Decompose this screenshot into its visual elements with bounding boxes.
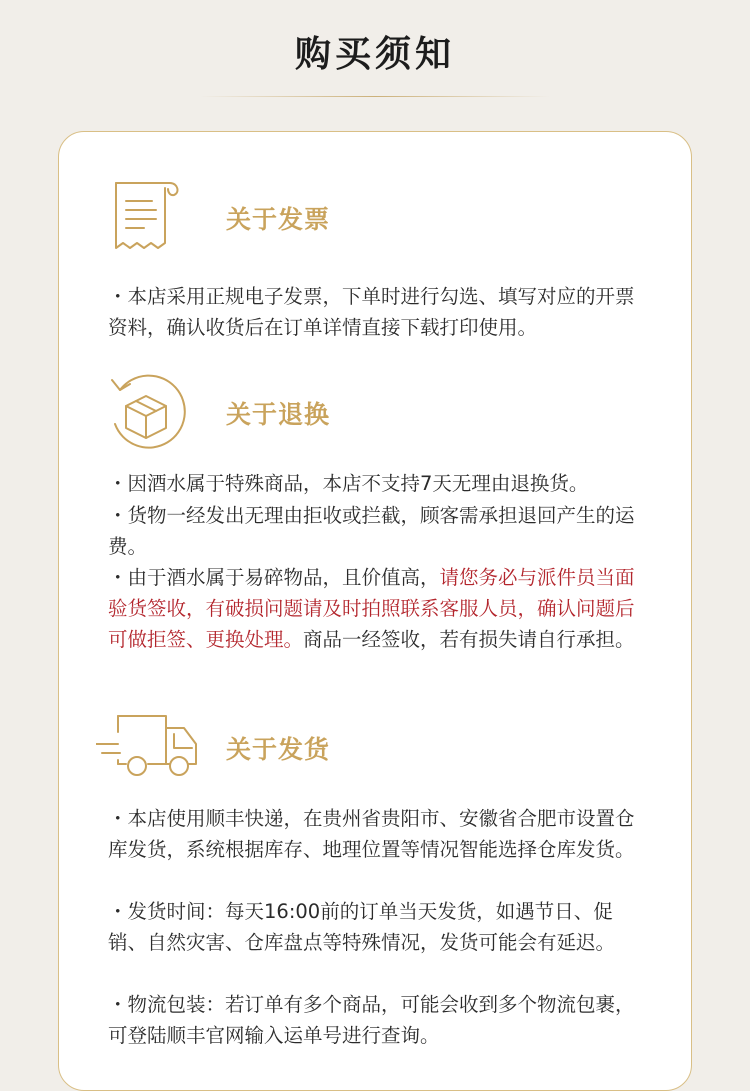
delivery-truck-icon bbox=[96, 710, 202, 780]
shipping-paragraph-2: ・发货时间：每天16:00前的订单当天发货，如遇节日、促销、自然灾害、仓库盘点等特殊情况，发货可能会有延迟。 bbox=[108, 900, 616, 954]
return-box-icon bbox=[106, 372, 186, 452]
section-heading-shipping: 关于发货 bbox=[226, 735, 331, 764]
returns-paragraph-3 bbox=[108, 562, 648, 655]
section-heading-returns: 关于退换 bbox=[226, 400, 331, 429]
returns-warning-highlight: 请您务必与派件员当面验货签收，有破损问题请及时拍照联系客服人员，确认问题后可做拒签、更换处理。 bbox=[108, 566, 635, 651]
shipping-paragraph-3: ・物流包装：若订单有多个商品，可能会收到多个物流包裹，可登陆顺丰官网输入运单号进行查询。 bbox=[108, 993, 635, 1047]
returns-paragraph-3-intro: ・由于酒水属于易碎物品，且价值高， bbox=[108, 566, 440, 589]
returns-paragraph-2: ・货物一经发出无理由拒收或拦截，顾客需承担退回产生的运费。 bbox=[108, 504, 635, 558]
shipping-paragraph-1: ・本店使用顺丰快递，在贵州省贵阳市、安徽省合肥市设置仓库发货，系统根据库存、地理位置等情况智能选择仓库发货。 bbox=[108, 807, 635, 861]
returns-paragraph-1: ・因酒水属于特殊商品，本店不支持7天无理由退换货。 bbox=[108, 472, 589, 495]
page-title: 购买须知 bbox=[294, 33, 455, 75]
title-divider bbox=[200, 96, 550, 97]
returns-paragraph-3-outro: 商品一经签收，若有损失请自行承担。 bbox=[303, 628, 635, 651]
invoice-paragraph: ・本店采用正规电子发票，下单时进行勾选、填写对应的开票资料，确认收货后在订单详情直接下载打印使用。 bbox=[108, 285, 635, 339]
receipt-icon bbox=[108, 180, 184, 254]
section-heading-invoice: 关于发票 bbox=[226, 205, 331, 234]
